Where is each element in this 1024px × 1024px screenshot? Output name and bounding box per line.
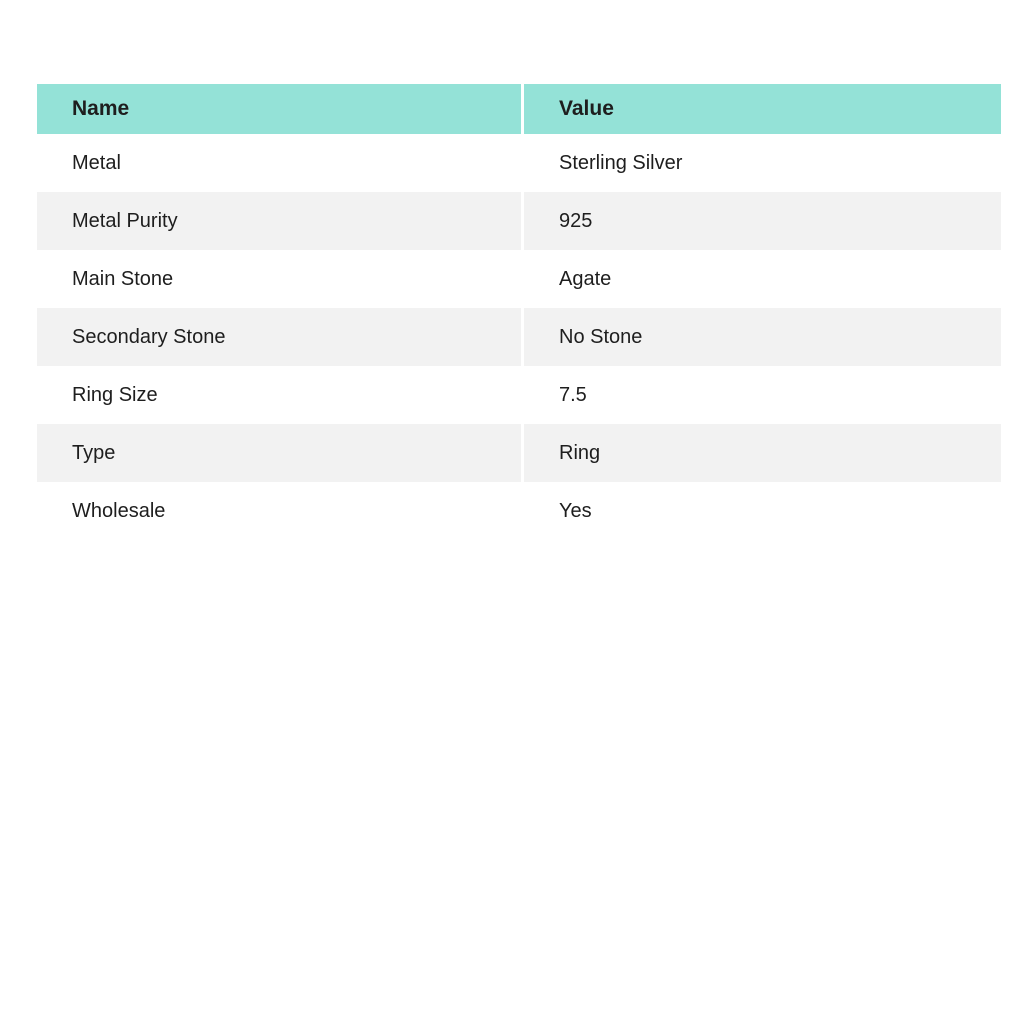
product-attributes-table bbox=[37, 84, 1001, 540]
column-header-name: Name bbox=[37, 84, 524, 134]
column-header-value: Value bbox=[559, 97, 614, 120]
table-row bbox=[37, 192, 1001, 250]
table-header-row bbox=[37, 84, 1001, 134]
attribute-value-cell: Ring bbox=[559, 441, 601, 464]
attribute-value-cell: 7.5 bbox=[559, 383, 587, 406]
table-row bbox=[37, 424, 1001, 482]
table-row bbox=[37, 250, 1001, 308]
table-row bbox=[37, 366, 1001, 424]
attribute-name-cell: Secondary Stone bbox=[37, 308, 524, 366]
attribute-value-cell: Sterling Silver bbox=[559, 151, 683, 174]
attribute-value-cell: 925 bbox=[559, 209, 593, 232]
table-body bbox=[37, 134, 1001, 540]
attribute-value-cell: Agate bbox=[559, 267, 612, 290]
table-row bbox=[37, 308, 1001, 366]
attribute-name-cell: Main Stone bbox=[37, 250, 524, 308]
attribute-name-cell: Wholesale bbox=[37, 482, 524, 540]
attribute-name-cell: Ring Size bbox=[37, 366, 524, 424]
table-row bbox=[37, 482, 1001, 540]
attribute-value-cell: Yes bbox=[559, 499, 592, 522]
attribute-name-cell: Metal Purity bbox=[37, 192, 524, 250]
attribute-value-cell: No Stone bbox=[559, 325, 643, 348]
attribute-name-cell: Type bbox=[37, 424, 524, 482]
attribute-name-cell: Metal bbox=[37, 134, 524, 192]
table-row bbox=[37, 134, 1001, 192]
